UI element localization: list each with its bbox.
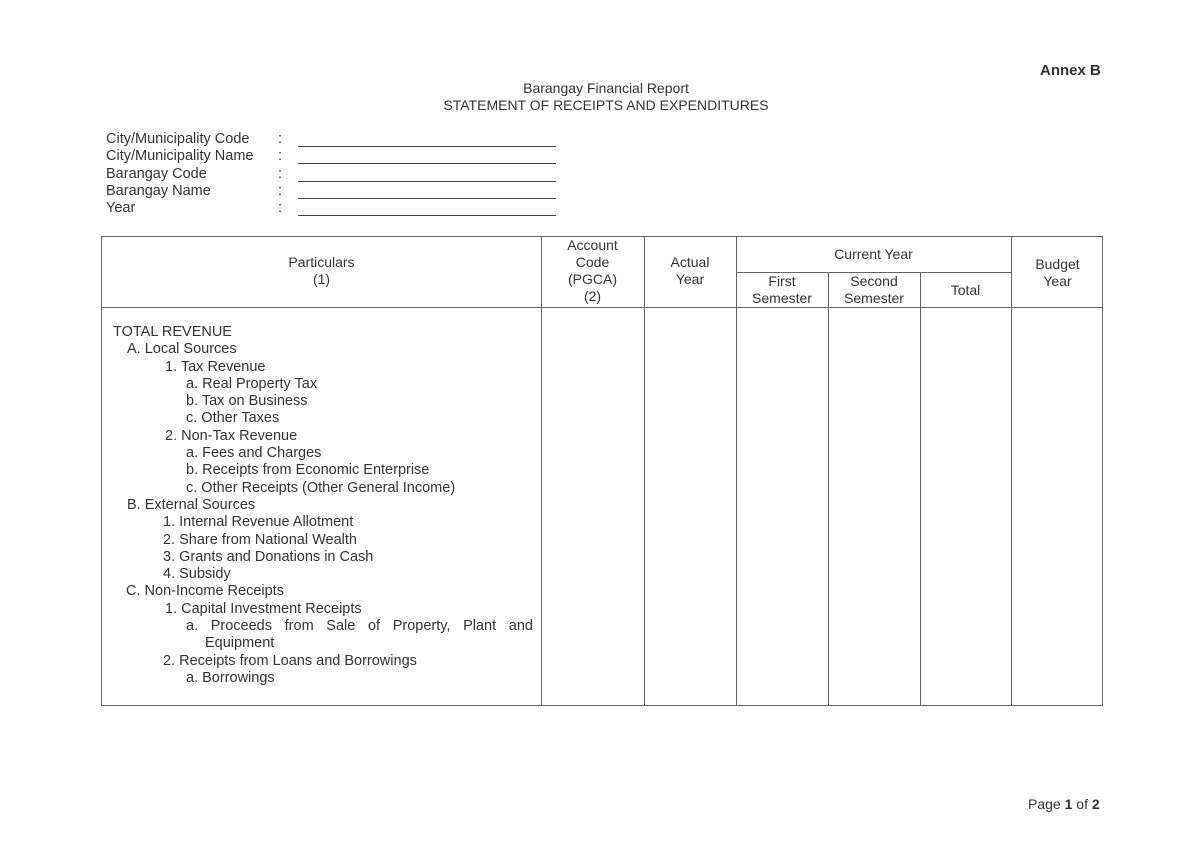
list-item: Equipment (205, 635, 275, 652)
list-item: c. Other Taxes (186, 410, 280, 427)
report-subtitle: STATEMENT OF RECEIPTS AND EXPENDITURES (443, 97, 769, 113)
list-item: a. Proceeds from Sale of Property, Plant and (186, 618, 533, 635)
col-actual-year-header: Actual Year (670, 254, 710, 287)
list-item: b. Receipts from Economic Enterprise (186, 462, 430, 479)
report-title: Barangay Financial Report (523, 80, 689, 96)
blank-line[interactable] (298, 146, 556, 147)
col-first-semester-header: First Semester (752, 273, 812, 306)
list-item: a. Real Property Tax (186, 375, 318, 392)
list-item: A. Local Sources (127, 341, 237, 358)
list-item: 1. Internal Revenue Allotment (163, 514, 354, 531)
field-label: City/Municipality Code (106, 131, 250, 147)
blank-line[interactable] (298, 198, 556, 199)
list-item: c. Other Receipts (Other General Income) (186, 479, 456, 496)
list-item: TOTAL REVENUE (113, 324, 232, 340)
list-item: B. External Sources (127, 496, 256, 513)
col-total-header: Total (950, 282, 981, 298)
col-account-code-header: Account Code (PGCA) (2) (567, 237, 618, 304)
list-item: 4. Subsidy (163, 566, 231, 583)
col-budget-year-header: Budget Year (1035, 256, 1080, 289)
header-divider (102, 307, 1102, 308)
page-number: Page 1 of 2 (1028, 796, 1100, 812)
list-item: 2. Share from National Wealth (163, 531, 357, 548)
col-second-semester-header: Second Semester (844, 273, 904, 306)
list-item: 1. Tax Revenue (165, 358, 266, 375)
list-item: a. Fees and Charges (186, 445, 322, 462)
col-particulars-header: Particulars (1) (288, 254, 355, 287)
field-label: Barangay Code (106, 165, 207, 182)
blank-line[interactable] (298, 181, 556, 182)
particulars-list (113, 324, 533, 687)
column-divider (920, 272, 921, 705)
field-label: Barangay Name (106, 182, 211, 199)
list-item: C. Non-Income Receipts (126, 583, 284, 600)
annex-label: Annex B (1040, 62, 1101, 79)
list-item: 1. Capital Investment Receipts (165, 600, 362, 617)
field-label: Year (106, 200, 136, 217)
list-item: 3. Grants and Donations in Cash (163, 548, 374, 565)
list-item: 2. Non-Tax Revenue (165, 427, 298, 444)
list-item: a. Borrowings (186, 669, 275, 686)
blank-line[interactable] (298, 215, 556, 216)
blank-line[interactable] (298, 163, 556, 164)
list-item: b. Tax on Business (186, 393, 308, 410)
list-item: 2. Receipts from Loans and Borrowings (163, 652, 417, 669)
field-label: City/Municipality Name (106, 148, 254, 165)
col-current-year-header: Current Year (834, 246, 913, 262)
column-divider (828, 272, 829, 705)
